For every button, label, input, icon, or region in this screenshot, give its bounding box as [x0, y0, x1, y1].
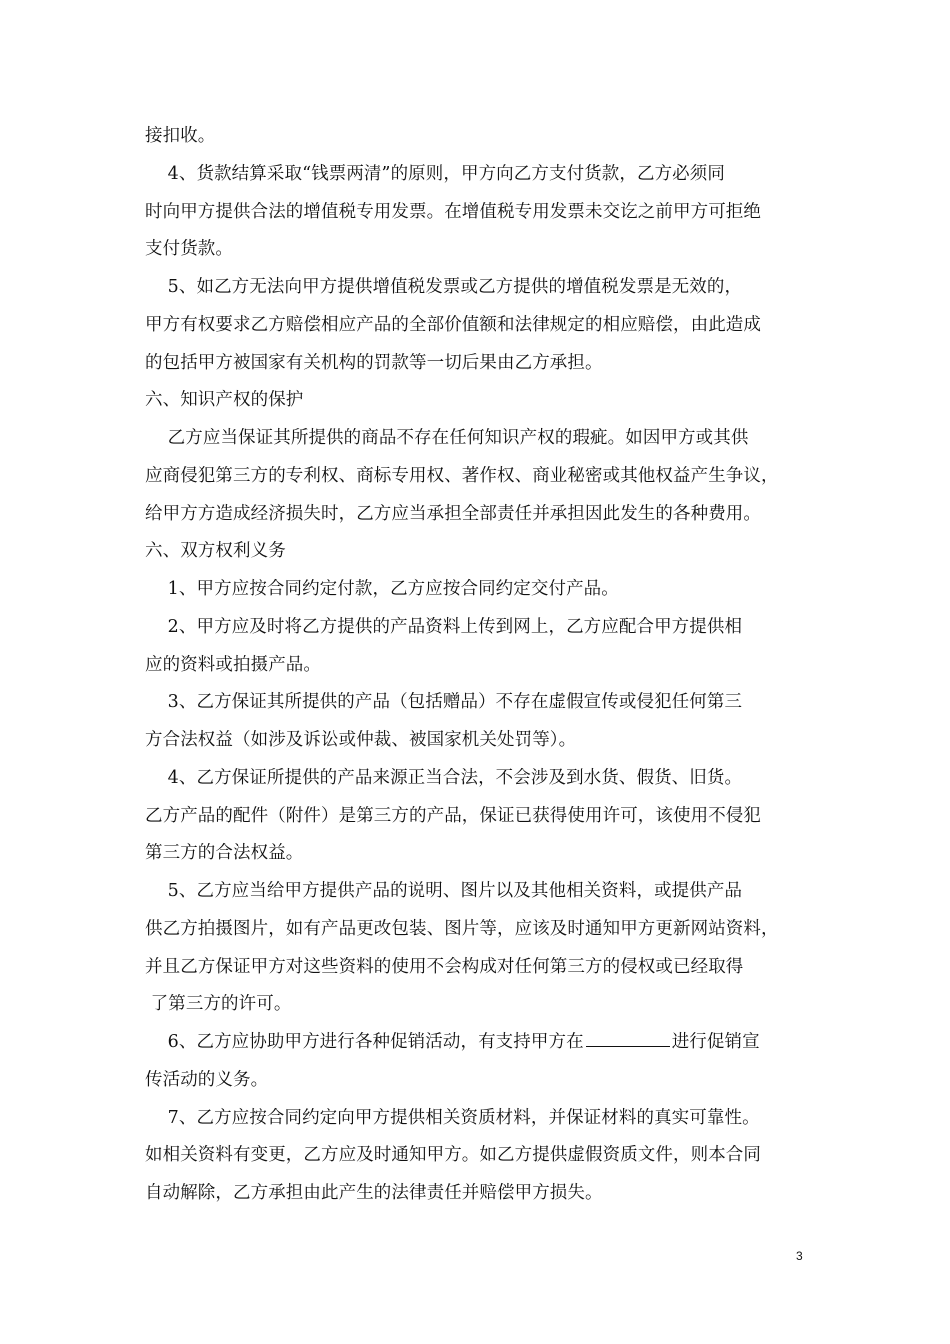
text-line: 接扣收。	[145, 126, 216, 146]
text-line: 甲方有权要求乙方赔偿相应产品的全部价值额和法律规定的相应赔偿，由此造成	[145, 314, 761, 335]
text-line: 第三方的合法权益。	[145, 843, 304, 864]
text-line: 的包括甲方被国家有关机构的罚款等一切后果由乙方承担。	[145, 352, 603, 373]
text-line: 应的资料或拍摄产品。	[145, 654, 321, 675]
text-line: 1、甲方应按合同约定付款，乙方应按合同约定交付产品。	[145, 579, 619, 599]
text-line-with-blank	[145, 1024, 810, 1062]
text-line: 2、甲方应及时将乙方提供的产品资料上传到网上，乙方应配合甲方提供相	[145, 616, 743, 637]
text-line: 支付货款。	[145, 239, 233, 260]
section-heading: 六、双方权利义务	[145, 541, 286, 562]
text-line: 5、乙方应当给甲方提供产品的说明、图片以及其他相关资料，或提供产品	[145, 881, 743, 901]
text-line: 给甲方方造成经济损失时，乙方应当承担全部责任并承担因此发生的各种费用。	[145, 503, 761, 524]
text-line: 并且乙方保证甲方对这些资料的使用不会构成对任何第三方的侵权或已经取得	[145, 956, 744, 977]
text-line: 5、如乙方无法向甲方提供增值税发票或乙方提供的增值税发票是无效的，	[145, 277, 743, 297]
text-line: 4、货款结算采取“钱票两清”的原则，甲方向乙方支付货款，乙方必须同	[145, 163, 725, 184]
text-line: 自动解除，乙方承担由此产生的法律责任并赔偿甲方损失。	[145, 1183, 603, 1203]
body-text	[145, 118, 810, 1213]
page-number: 3	[796, 1249, 803, 1263]
text-line: 如相关资料有变更，乙方应及时通知甲方。如乙方提供虚假资质文件，则本合同	[145, 1145, 761, 1166]
text-line: 应商侵犯第三方的专利权、商标专用权、著作权、商业秘密或其他权益产生争议，	[145, 465, 779, 486]
text-line: 乙方产品的配件（附件）是第三方的产品，保证已获得使用许可，该使用不侵犯	[145, 805, 761, 826]
text-line: 方合法权益（如涉及诉讼或仲裁、被国家机关处罚等）。	[145, 730, 577, 750]
text-fragment: 6、乙方应协助甲方进行各种促销活动，有支持甲方在	[145, 1032, 584, 1052]
text-line: 4、乙方保证所提供的产品来源正当合法，不会涉及到水货、假货、旧货。	[145, 767, 743, 788]
text-line: 3、乙方保证其所提供的产品（包括赠品）不存在虚假宣传或侵犯任何第三	[145, 692, 743, 713]
text-fragment: 进行促销宣	[671, 1032, 760, 1052]
fill-in-blank	[586, 1028, 670, 1047]
text-line: 了第三方的许可。	[145, 994, 292, 1015]
text-line: 乙方应当保证其所提供的商品不存在任何知识产权的瑕疵。如因甲方或其供	[145, 428, 749, 448]
text-line: 供乙方拍摄图片，如有产品更改包装、图片等，应该及时通知甲方更新网站资料，	[145, 918, 779, 939]
section-heading: 六、知识产权的保护	[145, 390, 304, 411]
text-line: 时向甲方提供合法的增值税专用发票。在增值税专用发票未交讫之前甲方可拒绝	[145, 201, 761, 222]
text-line: 传活动的义务。	[145, 1069, 269, 1090]
text-line: 7、乙方应按合同约定向甲方提供相关资质材料，并保证材料的真实可靠性。	[145, 1107, 760, 1128]
